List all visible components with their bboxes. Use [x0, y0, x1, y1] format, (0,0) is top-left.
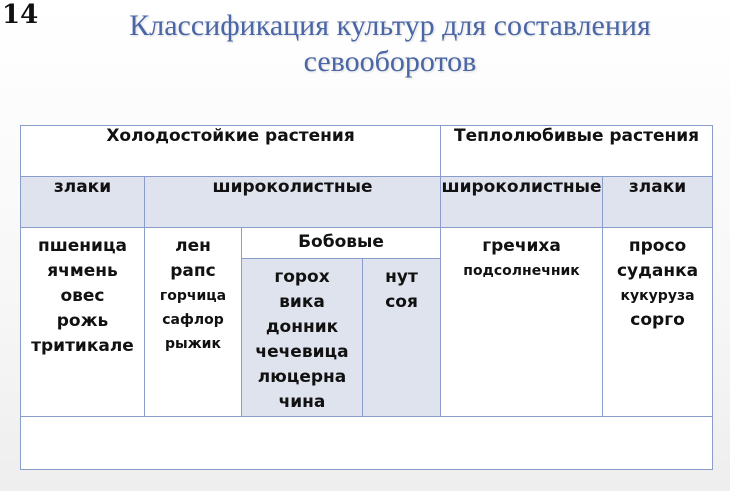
- crop-item: донник: [265, 317, 339, 337]
- empty-footer-row: [21, 417, 713, 470]
- crop-item: просо: [628, 236, 687, 256]
- crop-item: люцерна: [257, 367, 347, 387]
- bobovye-label: Бобовые: [298, 232, 384, 252]
- crop-item: подсолнечник: [463, 263, 580, 279]
- crop-item: пшеница: [37, 236, 128, 256]
- crop-item: рапс: [170, 261, 216, 281]
- cell-warm-broadleaf: [441, 228, 603, 417]
- crop-item: сафлор: [162, 312, 224, 328]
- cell-cold-cereals: [21, 228, 145, 417]
- cell-bobovye-header: [242, 228, 441, 259]
- classification-table: [20, 125, 713, 470]
- cell-warm-cereals: [603, 228, 713, 417]
- crop-item: овес: [60, 286, 105, 306]
- crop-item: вика: [279, 292, 325, 312]
- crop-item: кукуруза: [620, 288, 695, 304]
- header-cold-plants: Холодостойкие растения: [21, 126, 441, 177]
- slide-number: 14: [2, 0, 39, 30]
- crop-item: чина: [278, 392, 326, 412]
- cell-bobovye-right: [363, 259, 441, 417]
- crop-item: горчица: [159, 288, 227, 304]
- subheader-warm-cereals: злаки: [603, 177, 713, 228]
- subheader-cold-cereals: злаки: [21, 177, 145, 228]
- crop-item: лен: [175, 236, 211, 256]
- crop-item: рожь: [56, 311, 109, 331]
- header-warm-plants: Теплолюбивые растения: [441, 126, 713, 177]
- crop-item: горох: [274, 267, 330, 287]
- crop-item: ячмень: [47, 261, 118, 281]
- cell-bobovye-left: [242, 259, 363, 417]
- cell-cold-broadleaf: [145, 228, 242, 417]
- slide-title: Классификация культур для составления севооборотов: [129, 9, 651, 78]
- crop-item: суданка: [616, 261, 699, 281]
- crop-item: нут: [385, 267, 418, 287]
- subheader-warm-broadleaf: широколистные: [441, 177, 603, 228]
- subheader-cold-broadleaf: широколистные: [145, 177, 441, 228]
- crop-item: сорго: [630, 310, 685, 330]
- crop-item: соя: [385, 292, 418, 312]
- crop-item: тритикале: [31, 336, 134, 356]
- crop-item: гречиха: [482, 236, 561, 256]
- crop-item: чечевица: [255, 342, 349, 362]
- crop-item: рыжик: [165, 336, 221, 352]
